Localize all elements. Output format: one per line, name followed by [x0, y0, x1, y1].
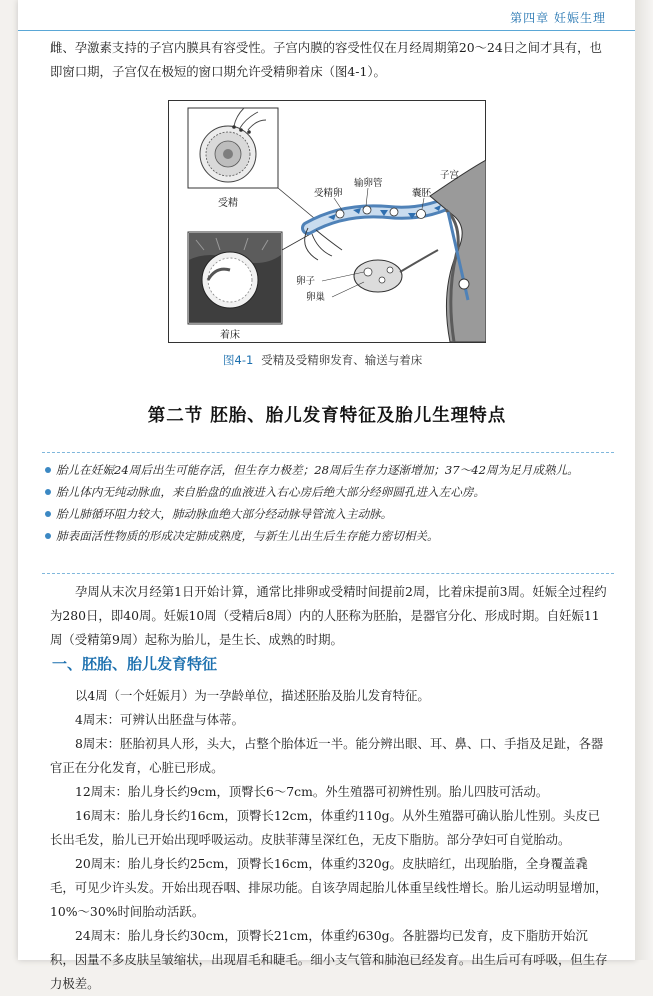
development-paragraphs [50, 684, 612, 996]
key-point [42, 503, 608, 525]
key-point [42, 481, 608, 503]
intro-paragraph: 雌、孕激素支持的子宫内膜具有容受性。子宫内膜的容受性仅在月经周期第20～24日之间才具有，也即窗口期，子宫仅在极短的窗口期允许受精卵着床（图4-1）。 [50, 40, 602, 79]
chapter-title: 第四章 妊娠生理 [510, 11, 606, 25]
paragraph: 24周末：胎儿身长约30cm，顶臀长21cm，体重约630g。各脏器均已发育，皮下脂肪开始沉积，因量不多皮肤呈皱缩状，出现眉毛和睫毛。细小支气管和肺泡已经发育。出生后可有呼吸，但生存力极差。 [50, 928, 608, 991]
paragraph: 12周末：胎儿身长约9cm，顶臀长6～7cm。外生殖器可初辨性别。胎儿四肢可活动。 [75, 784, 549, 799]
label-blastocyst: 囊胚 [412, 188, 432, 199]
blastocyst-graphic [459, 279, 469, 289]
key-point-text: 胎儿肺循环阻力较大，肺动脉血绝大部分经动脉导管流入主动脉。 [56, 507, 393, 521]
section-title: 第二节 胚胎、胎儿发育特征及胎儿生理特点 [147, 406, 507, 426]
label-implantation: 着床 [220, 330, 240, 341]
key-point [42, 459, 608, 481]
figure-number: 图4-1 [223, 353, 254, 367]
label-oviduct: 输卵管 [354, 178, 383, 189]
bullet-icon [45, 467, 51, 473]
bullet-icon [45, 533, 51, 539]
paragraph: 8周末：胚胎初具人形，头大，占整个胎体近一半。能分辨出眼、耳、鼻、口、手指及足趾，各器官正在分化发育，心脏已形成。 [50, 736, 604, 775]
key-point-text: 胎儿体内无纯动脉血，来自胎盘的血液进入右心房后绝大部分经卵圆孔进入左心房。 [56, 485, 485, 499]
bullet-icon [45, 489, 51, 495]
paragraph: 20周末：胎儿身长约25cm，顶臀长16cm，体重约320g。皮肤暗红，出现胎脂，全身覆盖毳毛，可见少许头发。开始出现吞咽、排尿功能。自该孕周起胎儿体重呈线性增长。胎儿运动明显增加，10%～30%时间胎动活跃。 [50, 856, 608, 919]
key-point-text: 肺表面活性物质的形成决定肺成熟度，与新生儿出生后生存能力密切相关。 [56, 529, 439, 543]
key-point [42, 525, 608, 547]
label-ovary: 卵巢 [306, 292, 326, 303]
gestation-intro-text: 孕周从末次月经第1日开始计算，通常比排卵或受精时间提前2周，比着床提前3周。妊娠全过程约为280日，即40周。妊娠10周（受精后8周）内的人胚称为胚胎，是器官分化、形成时期。自妊娠11周（受精第9周）起称为胎儿，是生长、成熟的时期。 [50, 584, 607, 647]
implantation-graphic [189, 233, 281, 323]
bullet-icon [45, 511, 51, 517]
paragraph: 以4周（一个妊娠月）为一孕龄单位，描述胚胎及胎儿发育特征。 [75, 688, 430, 703]
running-header [18, 0, 636, 31]
figure-caption [223, 352, 422, 368]
figure-caption-text: 受精及受精卵发育、输送与着床 [261, 353, 423, 367]
paragraph: 16周末：胎儿身长约16cm，顶臀长12cm，体重约110g。从外生殖器可确认胎儿性别。头皮已长出毛发，胎儿已开始出现呼吸运动。皮肤菲薄呈深红色，无皮下脂肪。部分孕妇可自觉胎动。 [50, 808, 601, 847]
gestation-intro [50, 580, 612, 652]
key-point-text: 胎儿在妊娠24周后出生可能存活，但生存力极差；28周后生存力逐渐增加；37～42周为足月成熟儿。 [56, 463, 579, 477]
page-edge [635, 0, 653, 960]
ovary-graphic [354, 260, 402, 292]
figure-fertilization [168, 100, 486, 346]
label-uterus: 子宫 [440, 170, 460, 181]
fertilization-illustration [168, 100, 486, 346]
paragraph: 4周末：可辨认出胚盘与体蒂。 [75, 712, 244, 727]
label-fertilized-egg: 受精卵 [314, 188, 343, 199]
subsection-title: 一、胚胎、胎儿发育特征 [52, 655, 218, 673]
label-fertilization: 受精 [218, 198, 238, 209]
key-points-box [42, 452, 614, 574]
book-page [18, 0, 636, 991]
label-ovum: 卵子 [296, 276, 316, 287]
